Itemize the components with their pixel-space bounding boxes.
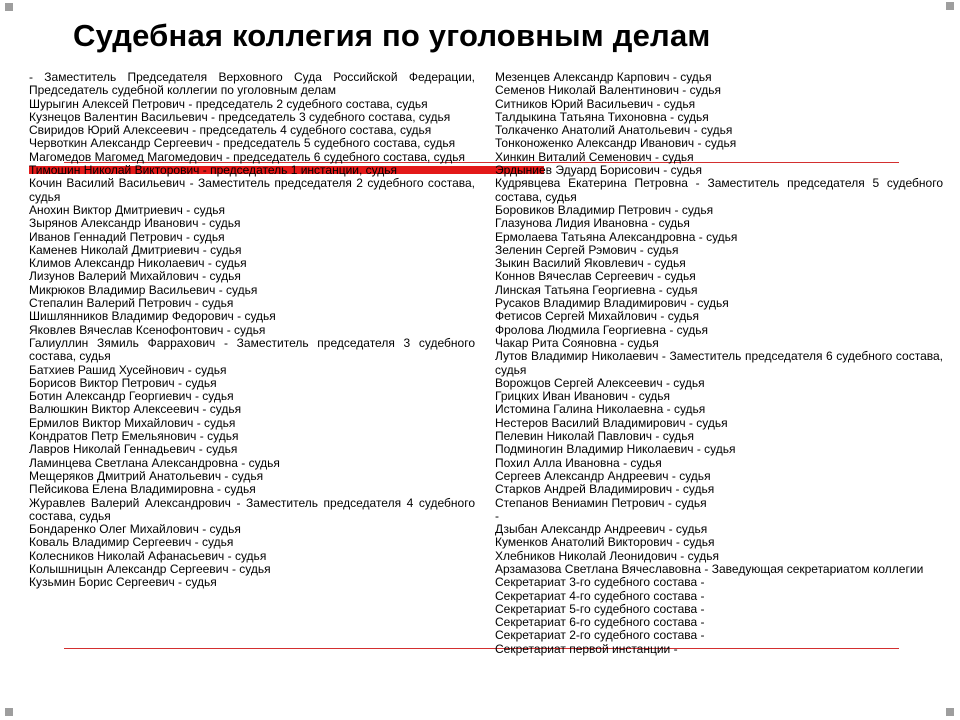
list-item: Ермилов Виктор Михайлович - судья — [29, 415, 236, 430]
list-item: Кочин Василий Васильевич - Заместитель председателя 2 судебного состава, судья — [29, 176, 475, 204]
list-item: Секретариат 4-го судебного состава - — [495, 588, 705, 603]
list-item: Червоткин Александр Сергеевич - председатель 5 судебного состава, судья — [29, 136, 456, 151]
list-item: Зеленин Сергей Рэмович - судья — [495, 242, 679, 257]
list-item: Ермолаева Татьяна Александровна - судья — [495, 229, 738, 244]
list-item: Секретариат 5-го судебного состава - — [495, 601, 705, 616]
list-item: Пейсикова Елена Владимировна - судья — [29, 482, 256, 497]
corner-square-bottom-right — [946, 708, 954, 716]
list-item: Шишлянников Владимир Федорович - судья — [29, 309, 276, 324]
list-item: Коннов Вячеслав Сергеевич - судья — [495, 269, 696, 284]
list-item: Коваль Владимир Сергеевич - судья — [29, 535, 234, 550]
list-item: Русаков Владимир Владимирович - судья — [495, 296, 729, 311]
list-item: Лавров Николай Геннадьевич - судья — [29, 442, 238, 457]
list-item: Фетисов Сергей Михайлович - судья — [495, 309, 700, 324]
list-item: Галиуллин Зямиль Фаррахович - Заместитель председателя 3 судебного состава, судья — [29, 335, 475, 364]
list-item: Лутов Владимир Николаевич - Заместитель председателя 6 судебного состава, судья — [495, 349, 943, 377]
list-item: Тонконоженко Александр Иванович - судья — [495, 136, 737, 151]
list-item: Хлебников Николай Леонидович - судья — [495, 548, 719, 563]
corner-square-bottom-left — [5, 708, 13, 716]
list-item: Пелевин Николай Павлович - судья — [495, 429, 695, 444]
corner-square-top-right — [946, 2, 954, 10]
list-item: Колесников Николай Афанасьевич - судья — [29, 548, 267, 563]
list-item: Боровиков Владимир Петрович - судья — [495, 202, 714, 217]
list-item: Хинкин Виталий Семенович - судья — [495, 149, 694, 164]
list-item: Степалин Валерий Петрович - судья — [29, 296, 234, 311]
list-item: Кузьмин Борис Сергеевич - судья — [29, 575, 217, 590]
list-item: Батхиев Рашид Хусейнович - судья — [29, 362, 227, 377]
list-item: Похил Алла Ивановна - судья — [495, 455, 662, 470]
list-item: Секретариат 3-го судебного состава - — [495, 575, 705, 590]
right-column-list — [495, 71, 943, 656]
list-item: Линская Татьяна Георгиевна - судья — [495, 282, 698, 297]
list-item: Тимошин Николай Викторович - председатель 1 инстанции, судья — [29, 163, 397, 178]
left-column-list — [29, 71, 475, 590]
list-item: - — [495, 508, 499, 523]
list-item: Старков Андрей Владимирович - судья — [495, 482, 715, 497]
list-item: Степанов Вениамин Петрович - судья — [495, 495, 707, 510]
list-item: Глазунова Лидия Ивановна - судья — [495, 216, 690, 231]
list-item: Яковлев Вячеслав Ксенофонтович - судья — [29, 322, 266, 337]
list-item: Секретариат 6-го судебного состава - — [495, 615, 705, 630]
list-item: Сергеев Александр Андреевич - судья — [495, 468, 711, 483]
list-item: Ситников Юрий Васильевич - судья — [495, 96, 696, 111]
list-item: Бондаренко Олег Михайлович - судья — [29, 522, 241, 537]
list-item: - Заместитель Председателя Верховного Суда Российской Федерации, Председатель судебной коллегии по уголовным делам — [29, 70, 475, 98]
list-item: Арзамазова Светлана Вячеславовна - Заведующая секретариатом коллегии — [495, 561, 924, 576]
list-item: Нестеров Василий Владимирович - судья — [495, 415, 728, 430]
list-item: Зырянов Александр Иванович - судья — [29, 216, 241, 231]
list-item: Шурыгин Алексей Петрович - председатель 2 судебного состава, судья — [29, 96, 428, 111]
list-item: Мезенцев Александр Карпович - судья — [495, 70, 712, 84]
list-item: Колышницын Александр Сергеевич - судья — [29, 561, 271, 576]
slide-title: Судебная коллегия по уголовным делам — [73, 18, 711, 53]
list-item: Ламинцева Светлана Александровна - судья — [29, 455, 280, 470]
list-item: Борисов Виктор Петрович - судья — [29, 375, 217, 390]
list-item: Эрдыниев Эдуард Борисович - судья — [495, 163, 702, 178]
list-item: Зыкин Василий Яковлевич - судья — [495, 256, 686, 271]
list-item: Ворожцов Сергей Алексеевич - судья — [495, 375, 705, 390]
list-item: Каменев Николай Дмитриевич - судья — [29, 242, 242, 257]
list-item: Дзыбан Александр Андреевич - судья — [495, 522, 708, 537]
list-item: Валюшкин Виктор Алексеевич - судья — [29, 402, 242, 417]
list-item: Климов Александр Николаевич - судья — [29, 256, 247, 271]
list-item: Семенов Николай Валентинович - судья — [495, 83, 721, 98]
corner-square-top-left — [5, 3, 13, 11]
list-item: Кудрявцева Екатерина Петровна - Заместитель председателя 5 судебного состава, судья — [495, 176, 943, 204]
list-item: Журавлев Валерий Александрович - Заместитель председателя 4 судебного состава, судья — [29, 495, 475, 523]
list-item: Подминогин Владимир Николаевич - судья — [495, 442, 736, 457]
list-item: Чакар Рита Сояновна - судья — [495, 335, 659, 350]
list-item: Кузнецов Валентин Васильевич - председатель 3 судебного состава, судья — [29, 109, 451, 124]
list-item: Грицких Иван Иванович - судья — [495, 389, 671, 404]
list-item: Истомина Галина Николаевна - судья — [495, 402, 706, 417]
list-item: Секретариат первой инстанции - — [495, 641, 678, 656]
list-item: Микрюков Владимир Васильевич - судья — [29, 282, 258, 297]
list-item: Талдыкина Татьяна Тихоновна - судья — [495, 109, 709, 124]
list-item: Куменков Анатолий Викторович - судья — [495, 535, 715, 550]
list-item: Фролова Людмила Георгиевна - судья — [495, 322, 709, 337]
list-item: Иванов Геннадий Петрович - судья — [29, 229, 225, 244]
list-item: Свиридов Юрий Алексеевич - председатель 4 судебного состава, судья — [29, 123, 432, 138]
list-item: Толкаченко Анатолий Анатольевич - судья — [495, 123, 733, 138]
list-item: Анохин Виктор Дмитриевич - судья — [29, 202, 225, 217]
list-item: Лизунов Валерий Михайлович - судья — [29, 269, 241, 284]
list-item: Ботин Александр Георгиевич - судья — [29, 389, 234, 404]
list-item: Магомедов Магомед Магомедович - председатель 6 судебного состава, судья — [29, 149, 466, 164]
list-item: Кондратов Петр Емельянович - судья — [29, 429, 239, 444]
list-item: Секретариат 2-го судебного состава - — [495, 628, 705, 643]
list-item: Мещеряков Дмитрий Анатольевич - судья — [29, 468, 264, 483]
